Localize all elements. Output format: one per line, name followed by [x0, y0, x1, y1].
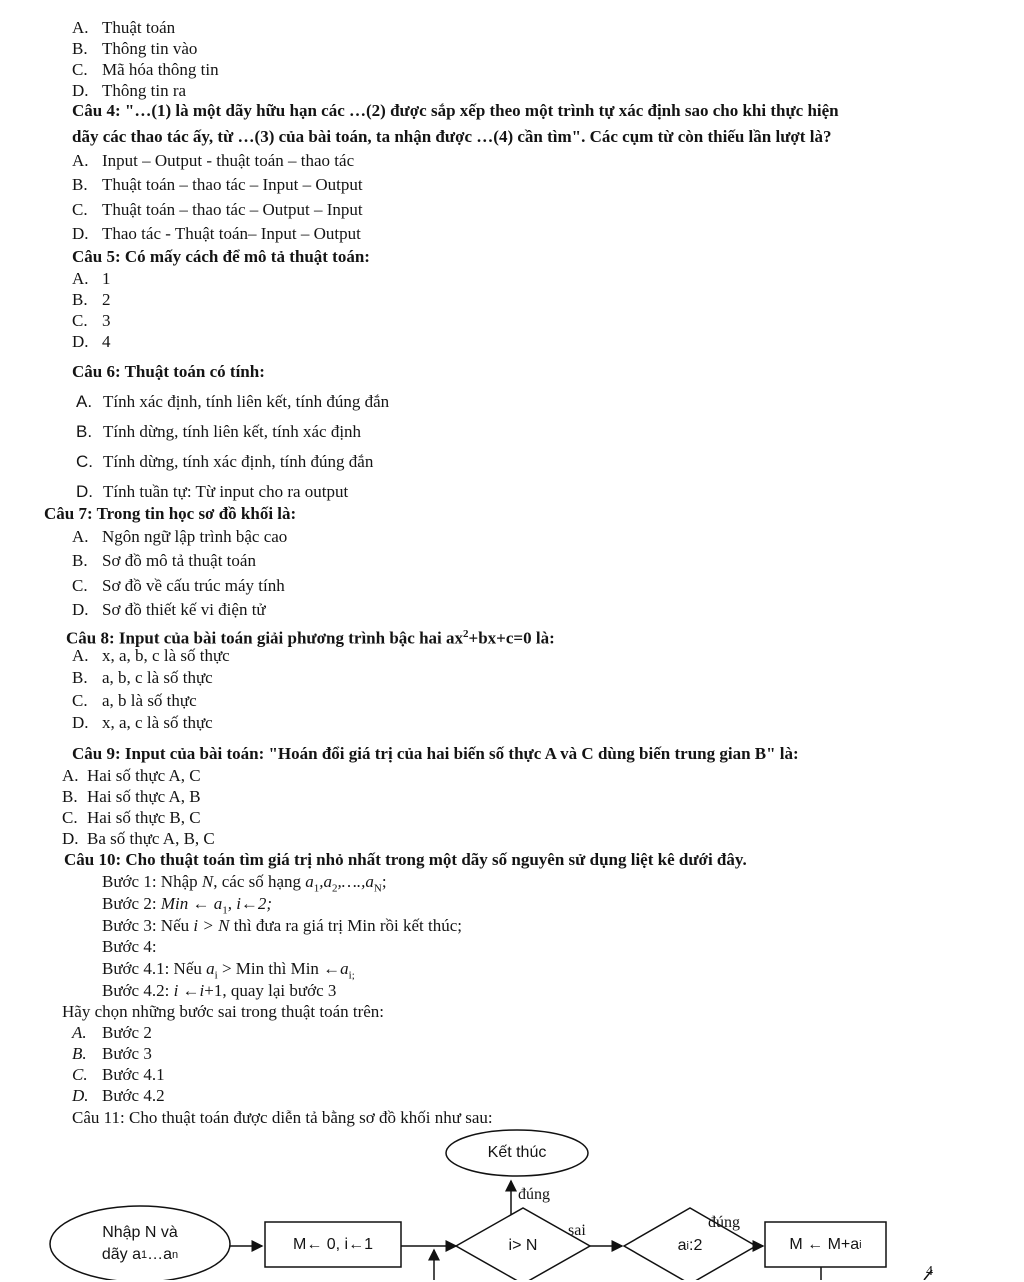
q6-option-d: D. Tính tuần tự: Từ input cho ra output	[76, 482, 349, 501]
q8-option-d: D. x, a, c là số thực	[72, 713, 213, 732]
q4-question-line1: Câu 4: "…(1) là một dãy hữu hạn các …(2) được sắp xếp theo một trình tự xác định sao cho khi thực hiện	[72, 101, 839, 120]
q3-option-c: C. Mã hóa thông tin	[72, 60, 219, 79]
q10-step3: Bước 3: Nếu i > N thì đưa ra giá trị Min rồi kết thúc;	[102, 916, 462, 935]
q8-option-b: B. a, b, c là số thực	[72, 668, 213, 687]
q6-option-b: B. Tính dừng, tính liên kết, tính xác định	[76, 422, 362, 441]
q8-question: Câu 8: Input của bài toán giải phương trình bậc hai $ax^2+bx+c=0$ là:	[66, 628, 555, 648]
q9-question: Câu 9: Input của bài toán: "Hoán đổi giá trị của hai biến số thực A và C dùng biến trung gian B" là:	[72, 744, 799, 763]
q10-step4: Bước 4:	[102, 937, 157, 956]
q5-option-c: C. 3	[72, 311, 111, 330]
q9-option-a: A. Hai số thực A, C	[62, 766, 201, 785]
page-number: 4	[926, 1264, 933, 1279]
input-label-line2: dãy a 1 …a n	[101, 1246, 179, 1263]
q10-step2: Bước 2: Min ← $a_1$, i←2;	[102, 894, 273, 917]
q6-option-a: A. Tính xác định, tính liên kết, tính đúng đắn	[76, 392, 390, 411]
q5-question: Câu 5: Có mấy cách để mô tả thuật toán:	[72, 247, 370, 266]
check-label: a i :2	[677, 1237, 703, 1254]
q9-option-b: B. Hai số thực A, B	[62, 787, 201, 806]
q10-step4-2: Bước 4.2: i ←i+1, quay lại bước 3	[102, 981, 337, 1000]
input-label-line1: Nhập N và	[102, 1224, 178, 1241]
q10-option-c: C. Bước 4.1	[72, 1065, 165, 1084]
q5-option-a: A. 1	[72, 269, 111, 288]
no-label: sai	[568, 1222, 586, 1239]
q6-option-c: C. Tính dừng, tính xác định, tính đúng đắn	[76, 452, 374, 471]
yes-label-top: đúng	[518, 1186, 550, 1203]
cond-label: i> N	[508, 1237, 538, 1254]
q5-option-b: B. 2	[72, 290, 111, 309]
q10-step4-1: Bước 4.1: Nếu $a_i$ > Min thì Min $\leftarrow a_{i;}$	[102, 959, 355, 982]
q3-option-a: A. Thuật toán	[72, 18, 176, 37]
q4-question-line2: dãy các thao tác ấy, từ …(3) của bài toán, ta nhận được …(4) cần tìm". Các cụm từ còn thiếu lần lượt là?	[72, 127, 832, 146]
q11-question: Câu 11: Cho thuật toán được diễn tả bằng sơ đồ khối như sau:	[72, 1108, 493, 1127]
q8-option-c: C. a, b là số thực	[72, 691, 197, 710]
q7-option-a: A. Ngôn ngữ lập trình bậc cao	[72, 527, 288, 546]
q4-option-c: C. Thuật toán – thao tác – Output – Input	[72, 200, 363, 219]
q10-step1: Bước 1: Nhập N, các số hạng $a_1,a_2,\dots.,a_N$;	[102, 872, 387, 895]
q6-question: Câu 6: Thuật toán có tính:	[72, 362, 265, 381]
q7-option-b: B. Sơ đồ mô tả thuật toán	[72, 551, 256, 570]
q9-option-c: C. Hai số thực B, C	[62, 808, 201, 827]
q4-option-a: A. Input – Output - thuật toán – thao tác	[72, 151, 355, 170]
q4-option-d: D. Thao tác - Thuật toán– Input – Output	[72, 224, 361, 243]
yes-label-right: đúng	[708, 1214, 740, 1231]
q3-option-d: D. Thông tin ra	[72, 81, 187, 100]
q10-prompt: Hãy chọn những bước sai trong thuật toán trên:	[62, 1002, 385, 1021]
q7-option-d: D. Sơ đồ thiết kế vi điện tử	[72, 600, 266, 619]
q10-question: Câu 10: Cho thuật toán tìm giá trị nhỏ nhất trong một dãy số nguyên sử dụng liệt kê dưới đây.	[64, 850, 747, 869]
q7-option-c: C. Sơ đồ về cấu trúc máy tính	[72, 576, 285, 595]
q10-option-d: D. Bước 4.2	[72, 1086, 165, 1105]
q4-option-b: B. Thuật toán – thao tác – Input – Output	[72, 175, 363, 194]
q8-option-a: A. x, a, b, c là số thực	[72, 646, 230, 665]
q5-option-d: D. 4	[72, 332, 111, 351]
q9-option-d: D. Ba số thực A, B, C	[62, 829, 215, 848]
q10-option-a: A. Bước 2	[72, 1023, 152, 1042]
q7-question: Câu 7: Trong tin học sơ đồ khối là:	[44, 504, 297, 523]
init-label: M← 0, i←1	[292, 1235, 373, 1253]
q10-option-b: B. Bước 3	[72, 1044, 152, 1063]
end-label: Kết thúc	[487, 1144, 547, 1161]
q3-option-b: B. Thông tin vào	[72, 39, 198, 58]
update-label: M ← M+a i	[789, 1235, 862, 1253]
